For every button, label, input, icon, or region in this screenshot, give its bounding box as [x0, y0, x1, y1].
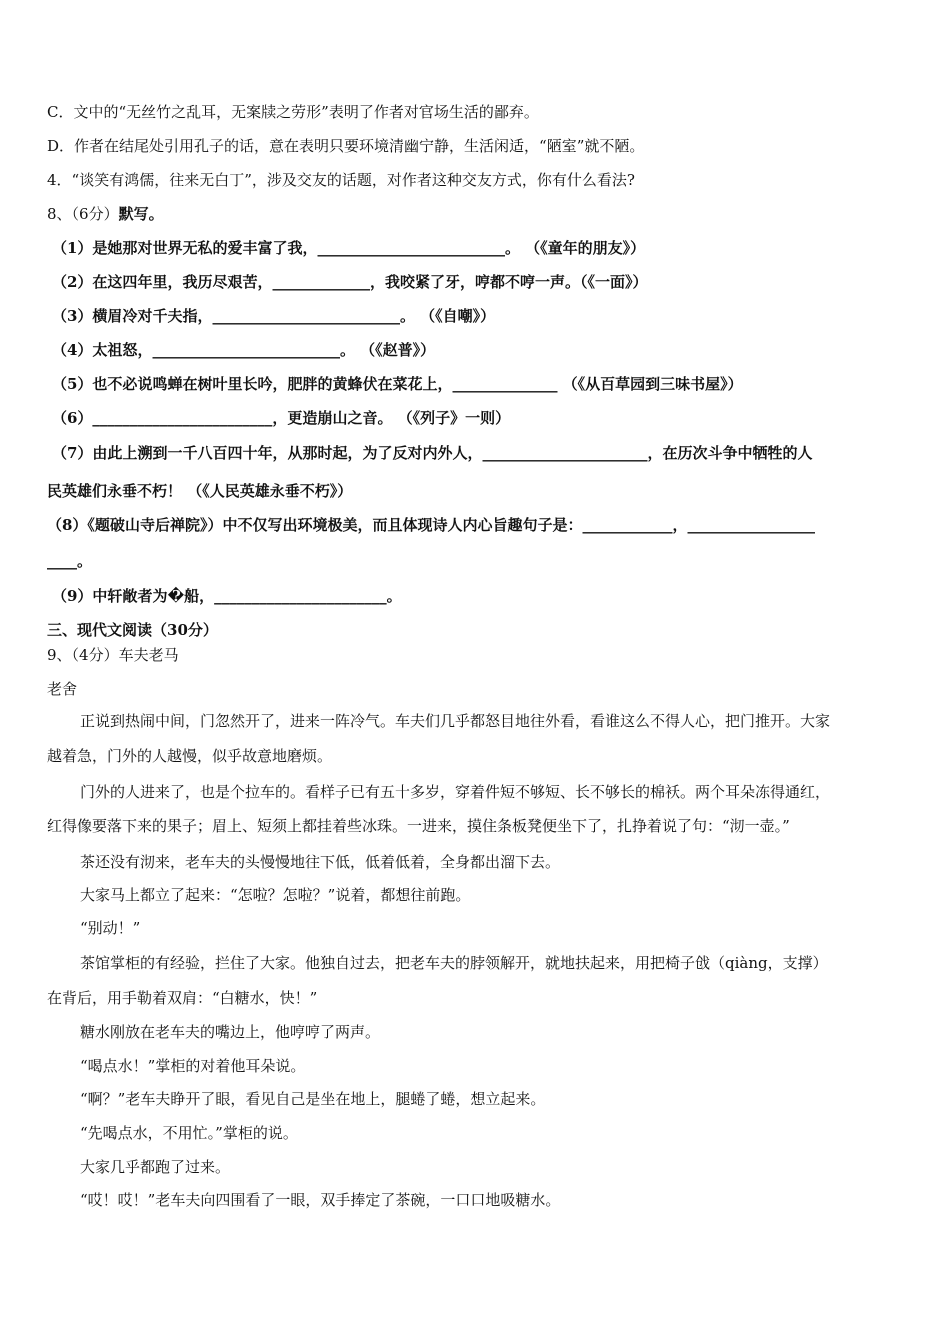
paragraph-line: 大家马上都立了起来：“怎啦？怎啦？”说着，都想往前跑。	[80, 886, 471, 904]
fill-blank-item: 民英雄们永垂不朽！ （《人民英雄永垂不朽》）	[47, 482, 353, 500]
paragraph-line: “喝点水！”掌柜的对着他耳朵说。	[80, 1057, 306, 1075]
paragraph-line: “啊？”老车夫睁开了眼，看见自己是坐在地上，腿蜷了蜷，想立起来。	[80, 1090, 546, 1108]
fill-blank-item: （8）《题破山寺后禅院》）中不仅写出环境极美，而且体现诗人内心旨趣句子是：____________，_________________	[47, 516, 815, 534]
option-d: D．作者在结尾处引用孔子的话，意在表明只要环境清幽宁静，生活闲适，“陋室”就不陋。	[47, 137, 645, 155]
question-9-title: 9、（4分）车夫老马	[47, 646, 179, 664]
fill-blank-item: （2）在这四年里，我历尽艰苦，_____________，我咬紧了牙，哼都不哼一声。（《一面》）	[52, 273, 648, 291]
author: 老舍	[47, 680, 78, 698]
paragraph-line: 正说到热闹中间，门忽然开了，进来一阵冷气。车夫们几乎都怒目地往外看，看谁这么不得人心，把门推开。大家	[80, 712, 831, 730]
section-heading: 三、现代文阅读（30分）	[47, 621, 218, 639]
fill-blank-item: （4）太祖怒，_________________________。 （《赵普》）	[52, 341, 436, 359]
fill-blank-item: （3）横眉冷对千夫指，_________________________。 （《自嘲》）	[52, 307, 496, 325]
paragraph-line: 在背后，用手勒着双肩：“白糖水，快！”	[47, 989, 318, 1007]
paragraph-line: 茶还没有沏来，老车夫的头慢慢地往下低，低着低着，全身都出溜下去。	[80, 853, 561, 871]
paragraph-line: 大家几乎都跑了过来。	[80, 1158, 231, 1176]
fill-blank-item: （6）________________________，更造崩山之音。 （《列子》一则）	[52, 409, 511, 427]
paragraph-line: 茶馆掌柜的有经验，拦住了大家。他独自过去，把老车夫的脖领解开，就地扶起来，用把椅子戗（qiàng，支撑）	[80, 954, 828, 972]
fill-blank-item: （1）是她那对世界无私的爱丰富了我，_________________________。 （《童年的朋友》）	[52, 239, 646, 257]
paragraph-line: 越着急，门外的人越慢，似乎故意地磨烦。	[47, 747, 333, 765]
question-8-title	[47, 204, 164, 224]
fill-blank-item: （9）中轩敞者为�船，_______________________。	[52, 587, 402, 605]
fill-blank-item: （7）由此上溯到一千八百四十年，从那时起，为了反对内外人，______________________，在历次斗争中牺牲的人	[52, 444, 813, 462]
paragraph-line: “哎！哎！”老车夫向四围看了一眼，双手捧定了茶碗，一口口地吸糖水。	[80, 1191, 561, 1209]
paragraph-line: “别动！”	[80, 919, 141, 937]
paragraph-line: “先喝点水，不用忙。”掌柜的说。	[80, 1124, 298, 1142]
fill-blank-item: ____。	[47, 552, 93, 570]
question-8-number: 8、（6分）	[47, 205, 119, 223]
option-c: C．文中的“无丝竹之乱耳，无案牍之劳形”表明了作者对官场生活的鄙弃。	[47, 103, 539, 121]
fill-blank-item: （5）也不必说鸣蝉在树叶里长吟，肥胖的黄蜂伏在菜花上，______________ （《从百草园到三味书屋》）	[52, 375, 743, 393]
question-4: 4．“谈笑有鸿儒，往来无白丁”，涉及交友的话题，对作者这种交友方式，你有什么看法?	[47, 171, 635, 189]
paragraph-line: 红得像要落下来的果子；眉上、短须上都挂着些冰珠。一进来，摸住条板凳便坐下了，扎挣着说了句：“沏一壶。”	[47, 817, 790, 835]
paragraph-line: 门外的人进来了，也是个拉车的。看样子已有五十多岁，穿着件短不够短、长不够长的棉袄。两个耳朵冻得通红，	[80, 783, 831, 801]
paragraph-line: 糖水刚放在老车夫的嘴边上，他哼哼了两声。	[80, 1023, 381, 1041]
question-8-instruction: 默写。	[118, 205, 164, 223]
